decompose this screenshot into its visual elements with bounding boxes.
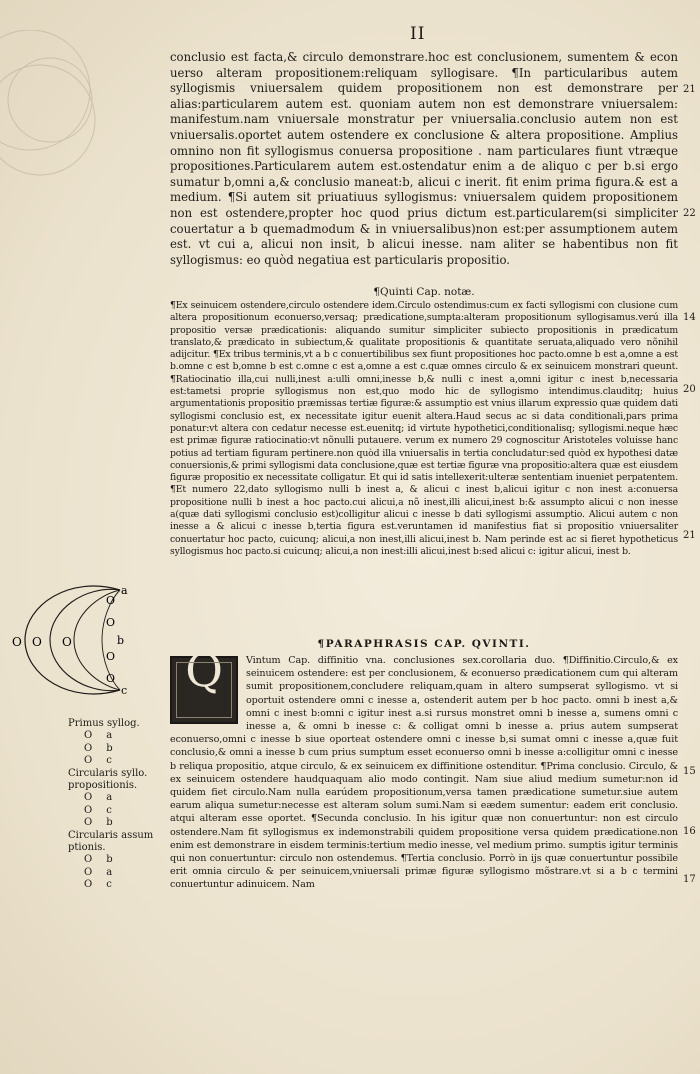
margin-number: 15	[683, 766, 696, 777]
legend-row: O a	[84, 792, 113, 804]
legend-caption: Circularis syllo. propositionis.	[68, 767, 148, 792]
margin-number: 21	[683, 84, 696, 95]
diagram-node: O	[12, 635, 22, 649]
margin-number: 22	[683, 208, 696, 219]
diagram-node: O	[106, 672, 116, 685]
legend-caption: Circularis assum ptionis.	[68, 829, 154, 854]
diagram-node: O	[106, 616, 116, 629]
paraphrase-text: Vintum Cap. diffinitio vna. conclusiones sex.corollaria duo. ¶Diffinitio.Circulo,& ex seinuicem ostendere: est per conclusionem, & econuerso prædicationem cum qui alteram sumit propositionem,concludere reliquam,quam in altero sumpserat syllogismo. vt si oportuit ostendere omni c inesse a, ostenderit autem per b hoc pacto. omni b inest a,& omni c inest b:omni c igitur inest a.si rursus monstret omni b inesse a, sumens omni c inesse a, & omni b inesse c: & colligat omni b inesse a. prius autem sumpserat econuerso,omni c inesse b siue oporteat ostendere omni c inesse b,si sumat omni c inesse a,quæ fuit conclusio,& omni a inesse b cum prius sumptum esset econuerso omni b inesse a:colligitur omni c inesse b reliqua propositio, atque circulo, & ex seinuicem ex diffinitione ostenditur. ¶Prima conclusio. Circulo, & ex seinuicem ostendere haudquaquam alio modo contingit. Nam siue aliud medium sumetur:non id quidem fiet circulo.Nam nulla earúdem propositionum,versa tamen prædicatione sumetur.siue autem earum aliqua sumetur:necesse est alteram solum sumi.Nam si eædem sumentur: eadem erit conclusio. atqui alteram esse oportet. ¶Secunda conclusio. In his igitur quæ non conuertuntur: non est circulo ostendere.Nam fit syllogismus ex indemonstrabili quidem propositione versa quidem prædicatione.non enim est demonstrare in eisdem terminis:tertium medio inesse, vel medium primo. sumptis igitur terminis qui non conuertuntur: circulo non ostendemus. ¶Tertia conclusio. Porrò in ijs quæ conuertuntur possibile erit omnia circulo & per seinuicem,vniuersali primæ figuræ syllogismo mõstrare.vt si a b c termini conuertuntur adinuicem. Nam	[170, 655, 678, 891]
diagram-node: O	[32, 635, 42, 649]
legend-caption: Primus syllog.	[68, 718, 140, 729]
diagram-label: c	[121, 684, 128, 697]
legend-row: O b	[84, 742, 113, 754]
legend-row: O c	[84, 755, 112, 767]
margin-number: 16	[683, 826, 696, 837]
legend-row: O c	[84, 879, 112, 891]
legend-row: O a	[84, 866, 113, 878]
margin-number: 21	[683, 530, 696, 541]
page-number: II	[410, 24, 426, 44]
legend-row: O a	[84, 730, 113, 742]
margin-number: 20	[683, 384, 696, 395]
diagram-label: b	[117, 634, 125, 647]
diagram-node: O	[106, 650, 116, 663]
diagram-node: O	[106, 594, 116, 607]
margin-number: 14	[683, 312, 696, 323]
legend-row: O b	[84, 854, 113, 866]
legend-row: O c	[84, 804, 112, 816]
legend-row: O b	[84, 817, 113, 829]
paraphrase-heading: ¶PARAPHRASIS CAP. QVINTI.	[317, 638, 531, 650]
syllogism-legend	[68, 718, 178, 892]
main-text-block	[170, 50, 678, 268]
main-text: conclusio est facta,& circulo demonstrare.hoc est conclusionem, sumentem & econ uerso alteram propositionem:reliquam syllogisare. ¶In particularibus autem syllogismis vniuersalem quidem propositionem non est demonstrare per alias:particularem autem est. quoniam autem non est demonstrare vniuersalem: manifestum.nam vniuersale monstratur per vniuersalia.conclusio autem non est vniuersalis.oportet autem ostendere ex conclusione & altera propositione. Amplius omnino non fit syllogismus conuersa propositione . nam particulares fiunt vtræque propositiones.Particularem autem est.ostendatur enim a de aliquo c per b.si ergo sumatur b,omni a,& conclusio maneat:b, alicui c inerit. fit enim prima figura.& est a medium. ¶Si autem sit priuatiuus syllogismus: vniuersalem quidem propositionem non est ostendere,propter hoc quod prius dictum est.particularem(si simpliciter couertatur a b quemadmodum & in vniuersalibus)non est:per assumptionem autem est. vt cui a, alicui non insit, b alicui inesse. nam aliter se habentibus non fit syllogismus: eo quòd negatiua est particularis propositio.	[170, 50, 678, 267]
circles-diagram	[10, 580, 160, 700]
chapter-notes-heading: ¶Quinti Cap. notæ.	[373, 286, 475, 298]
diagram-node: O	[62, 635, 72, 649]
decorated-initial: Q	[170, 656, 238, 724]
notes-block	[170, 300, 678, 558]
bleed-through-diagram	[0, 30, 160, 200]
notes-text: ¶Ex seinuicem ostendere,circulo ostendere idem.Circulo ostendimus:cum ex facti syllogismi con clusione cum altera propositionum econuerso,versaq; prædicatione,sumpta:alteram propositionum syllogisamus.verú illa propositio versæ prædicationis: aliquando sumitur simpliciter subiecto propositionis in prædicatum translato,& prædicato in subiectum,& qualitate propositionis & quantitate seruata,aliquado vero nõnihil adijcitur. ¶Ex tribus terminis,vt a b c conuertibilibus sex fiunt propositiones hoc pacto.omne b est a,omne a est b.omne c est b,omne b est c.omne c est a,omne a est c.quæ omnes circulo & ex seinuicem monstrari queunt. ¶Ratiocinatio illa,cui nulli,inest a:ulli omni,inesse b,& nulli c inest a,omni igitur c inest b,necessaria est:tametsi proprie syllogismus non est,quo modo hic de syllogismo intendimus.clauditq; huius argumentationis propositio præmissas tertiæ figuræ:& assumptio est vnius illarum expressio quæ quidem dati syllogismi conclusio est, ex necessitate igitur euenit altera.Haud secus ac si data conditionali,pars prima ponatur:vt altera con cedatur necesse est.euenitq; id virtute hypothetici,conditionalisq; syllogismi.neque hæc est primæ figuræ ratiocinatio:vt nõnulli putauere. verum ex numero 29 cognoscitur Aristoteles voluisse hanc potius ad tertiam figuram pertinere.non quòd illa vniuersalis in tertia concludatur:sed quòd ex hypothesi datæ conuersionis,& primi syllogismi data conclusione,quæ est tertiæ figuræ vna propositio:altera quæ est eiusdem figuræ propositio ex necessitate colligatur. Et qui id satis intellexerit:ulteræ sententiam inueniet perpatentem. ¶Et numero 22,dato syllogismo nulli b inest a, & alicui c inest b,alicui igitur c non inest a:conuersa propositione nulli b inest a hoc pacto.cui alicui,a nõ inest,illi alicui,inest b:& assumpto alicui c non inesse a(quæ dati syllogismi conclusio est)colligitur alicui c inesse b dati syllogismi assumptio. Alicui autem c non inesse a & alicui c inesse b,tertia figura est.veruntamen id manifestius fiat si propositio vniuersaliter conuertatur hoc pacto, cuicunq; alicui,a non inest,illi alicui,inest b. Nam perinde est ac si fieret hypotheticus syllogismus hoc pacto.si cuicunq; alicui,a non inest:illi alicui,inest b:sed alicui c: igitur alicui, inest b.	[170, 300, 678, 557]
margin-number: 17	[683, 874, 696, 885]
diagram-label: a	[121, 584, 128, 597]
